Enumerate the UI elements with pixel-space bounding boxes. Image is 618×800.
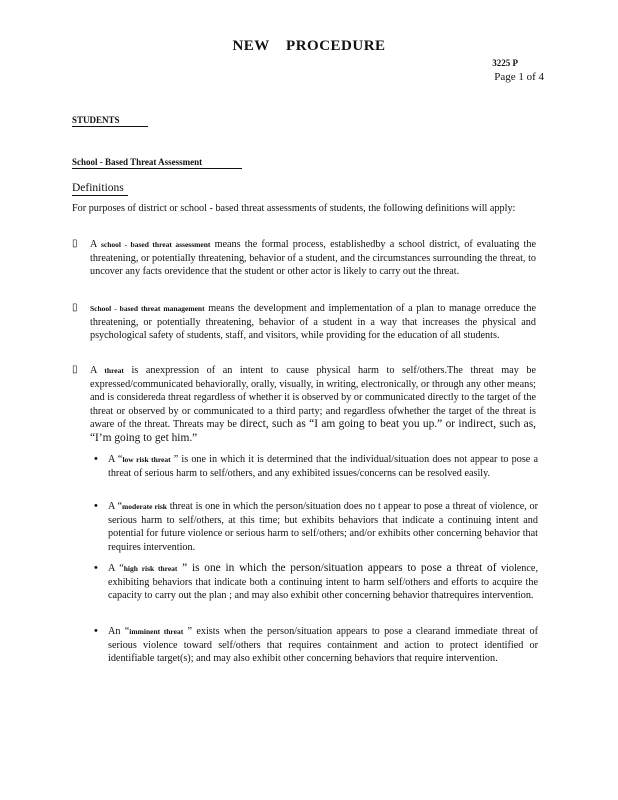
sub-bullet-icon: • [94, 500, 98, 512]
document-title [0, 38, 618, 55]
definitions-heading: Definitions [72, 182, 128, 196]
definition-moderate-risk: A “moderate risk threat is one in which the person/situation does no t appear to pose a threat of violence, or serious harm to self/others, at this time; but exhibits behaviors that indicate a continuing intent and potential for future violence or serious harm to self/others; and/or exhibits other concerning behavior that requires intervention. [108, 501, 538, 553]
intro-paragraph: For purposes of district or school - based threat assessments of students, the following definitions will apply: [72, 203, 516, 214]
bullet-icon: ▯ [72, 238, 78, 249]
title-word-procedure: PROCEDURE [286, 38, 386, 54]
term-assessment: school - based threat assessment [101, 240, 211, 249]
definition-low-risk: A “low risk threat ” is one in which it is determined that the individual/situation does not appear to pose a threat of serious harm to self/others, and any exhibited issues/concerns can be resolved easily. [108, 454, 538, 479]
definition-assessment: A school - based threat assessment means the formal process, establishedby a school district, of evaluating the threatening, or potentially threatening, behavior of a student, and the circumstances surrounding the threat, to uncover any facts orevidence that the student or other actor is likely to carry out the threat. [90, 239, 537, 278]
term-high-risk: high risk threat [123, 564, 178, 573]
bullet-icon: ▯ [72, 302, 78, 313]
term-imminent: imminent threat [129, 627, 184, 636]
definition-threat: A threat is anexpression of an intent to cause physical harm to self/others.The threat may be expressed/communicated behaviorally, orally, visually, in writing, electronically, or through any other means; and is considereda threat regardless of whether it is observed by or communicated directly to the target of the threat or observed by or communicated to a third party; and regardless ofwhether the target of the threat is aware of the threat. Threats may be direct, such as “I am going to beat you up.” or indirect, such as, “I’m going to get him.” [90, 365, 537, 444]
sub-bullet-icon: • [94, 562, 98, 574]
definition-imminent: An “imminent threat ” exists when the person/situation appears to pose a clearand immediate threat of serious violence toward self/others that requires containment and action to protect identified or identifiable target(s); and may also exhibit other concerning behaviors that require intervention. [108, 626, 538, 665]
procedure-code: 3225 P [492, 58, 518, 68]
definition-management: School - based threat management means the development and implementation of a plan to manage orreduce the threatening, or potentially threatening, behavior of a student in a way that increases the physical and psychological safety of students, staff, and visitors, while providing for the education of all students. [90, 303, 536, 342]
threat-examples: direct, such as “I am going to beat you up.” or indirect, such as, “I’m going to get him.” [90, 418, 536, 444]
sub-bullet-icon: • [94, 453, 98, 465]
term-management: School - based threat management [90, 304, 205, 313]
term-low-risk: low risk threat [122, 455, 171, 464]
policy-subtitle: School - Based Threat Assessment [72, 157, 242, 169]
definition-high-risk: A “high risk threat ” is one in which the person/situation appears to pose a threat of violence, exhibiting behaviors that indicate both a continuing intent to harm self/others and efforts to acquire the capacity to carry out the plan ; and may also exhibit other concerning behavior thatrequires intervention. [108, 562, 538, 602]
title-word-new: NEW [232, 38, 270, 54]
page-number: Page 1 of 4 [494, 71, 544, 83]
section-heading: STUDENTS [72, 115, 148, 127]
term-threat: threat [104, 366, 124, 375]
term-moderate-risk: moderate risk [122, 502, 167, 511]
bullet-icon: ▯ [72, 364, 78, 375]
sub-bullet-icon: • [94, 625, 98, 637]
